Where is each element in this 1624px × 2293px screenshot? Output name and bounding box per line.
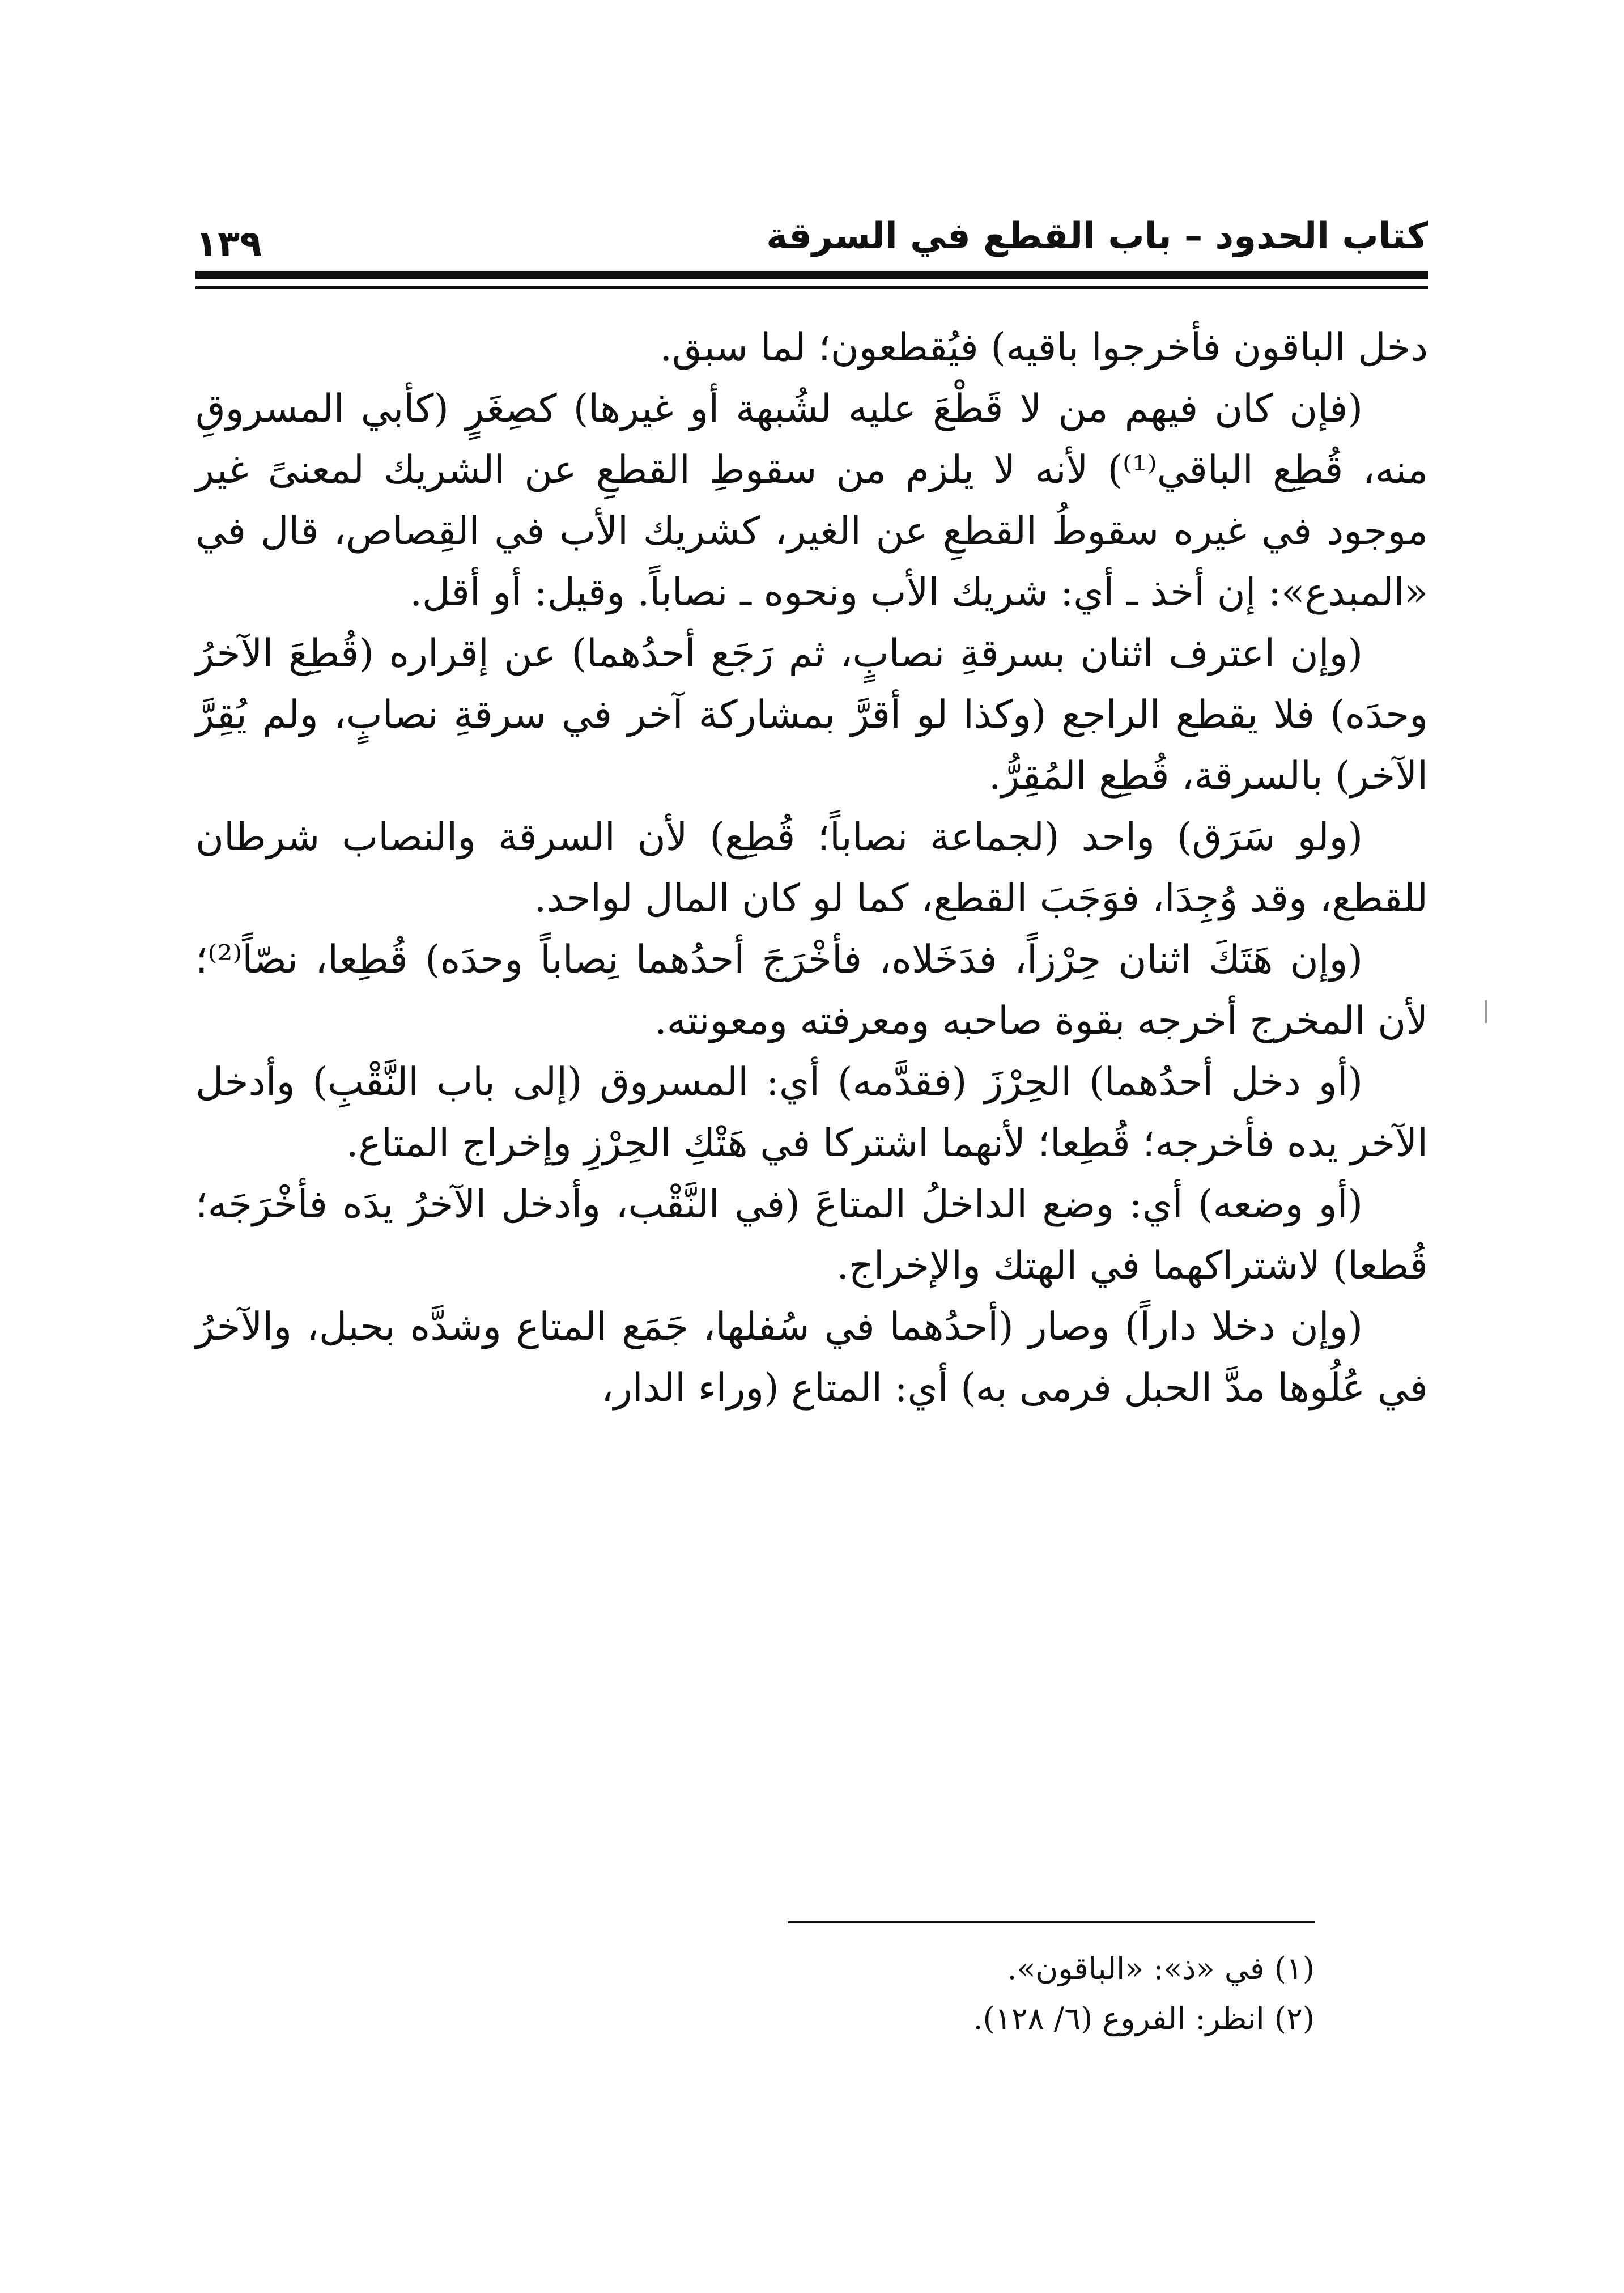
footnote: (٢) انظر: الفروع (٦/ ١٢٨). [973,2001,1315,2036]
header-rule-thin [195,286,1428,289]
paragraph: (أو وضعه) أي: وضع الداخلُ المتاعَ (في النَّقْب، وأدخل الآخرُ يدَه فأخْرَجَه؛ قُطعا) لاشتراكهما في الهتك والإخراج. [195,1182,1428,1288]
body-text [195,317,1428,1419]
footnotes [195,1944,1315,2044]
paragraph: (وإن اعترف اثنان بسرقةِ نصابٍ، ثم رَجَع أحدُهما) عن إقراره (قُطِعَ الآخرُ وحدَه) فلا يقطع الراجع (وكذا لو أقرَّ بمشاركة آخر في سرقةِ نصابٍ، ولم يُقِرَّ الآخر) بالسرقة، قُطِع المُقِرُّ. [195,631,1428,799]
page-number: ١٣٩ [195,223,262,265]
paragraph: (فإن كان فيهم من لا قَطْعَ عليه لشُبهة أو غيرها) كصِغَرٍ (كأبي المسروقِ منه، قُطِع الباقي⁽¹⁾) لأنه لا يلزم من سقوطِ القطعِ عن الشريك لمعنىً غير موجود في غيره سقوطُ القطعِ عن الغير، كشريك الأب في القِصاص، قال في «المبدع»: إن أخذ ـ أي: شريك الأب ونحوه ـ نصاباً. وقيل: أو أقل. [195,387,1428,615]
footnote-separator [788,1921,1315,1923]
page-header [195,215,1428,266]
paragraph: (وإن هَتَكَ اثنان حِرْزاً، فدَخَلاه، فأخْرَجَ أحدُهما نِصاباً وحدَه) قُطِعا، نصّاً⁽²⁾؛ لأن المخرج أخرجه بقوة صاحبه ومعرفته ومعونته. [195,937,1428,1043]
paragraph: دخل الباقون فأخرجوا باقيه) فيُقطعون؛ لما سبق. [660,325,1428,370]
header-rule-thick [195,271,1428,279]
paragraph: (أو دخل أحدُهما) الحِرْزَ (فقدَّمه) أي: المسروق (إلى باب النَّقْبِ) وأدخل الآخر يده فأخرجه؛ قُطِعا؛ لأنهما اشتركا في هَتْكِ الحِرْزِ وإخراج المتاع. [195,1060,1428,1166]
paragraph: (وإن دخلا داراً) وصار (أحدُهما في سُفلها، جَمَع المتاع وشدَّه بحبل، والآخرُ في عُلُوها مدَّ الحبل فرمى به) أي: المتاع (وراء الدار، [195,1305,1428,1411]
margin-mark [1485,1000,1487,1023]
running-title: كتاب الحدود – باب القطع في السرقة [766,215,1428,257]
footnote: (١) في «ذ»: «الباقون». [1007,1951,1315,1986]
paragraph: (ولو سَرَق) واحد (لجماعة نصاباً؛ قُطِع) لأن السرقة والنصاب شرطان للقطع، وقد وُجِدَا، فوَجَبَ القطع، كما لو كان المال لواحد. [195,815,1428,921]
